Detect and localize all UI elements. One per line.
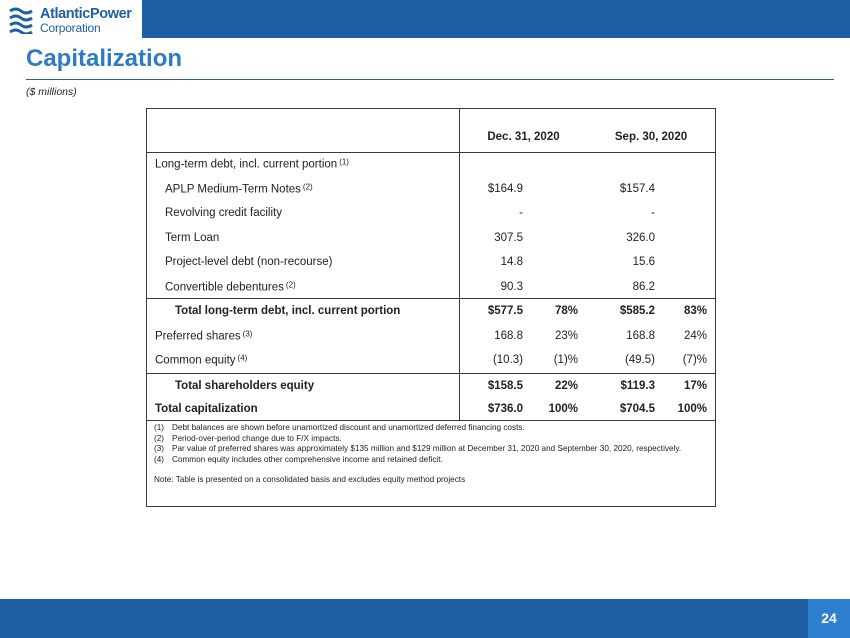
- footnote-number: (2): [154, 433, 165, 443]
- row-label-text: Preferred shares: [155, 330, 241, 343]
- row-label: Term Loan: [165, 231, 220, 244]
- logo: [0, 0, 142, 38]
- footnote-number: (3): [154, 444, 165, 453]
- row-label: [155, 354, 247, 367]
- table-row-total: [147, 299, 715, 324]
- table-row: [147, 250, 715, 275]
- row-label: Total shareholders equity: [175, 379, 315, 392]
- row-label-text: Convertible debentures: [165, 281, 284, 294]
- dec-percent: (1)%: [553, 354, 578, 367]
- dec-value: (10.3): [492, 354, 523, 367]
- footnote: [154, 423, 709, 434]
- capitalization-table: [146, 108, 716, 507]
- sep-percent: 17%: [683, 379, 707, 392]
- footnote-number: (4): [154, 454, 165, 464]
- sep-value: $119.3: [620, 379, 655, 392]
- row-label: [165, 280, 296, 293]
- table-row: [147, 201, 715, 226]
- table-header: [147, 109, 715, 153]
- footnote-ref: (2): [302, 182, 313, 192]
- dec-value: 14.8: [500, 256, 523, 269]
- table-row-grand-total: [147, 397, 715, 422]
- dec-value: $736.0: [487, 403, 523, 416]
- logo-subtitle: Corporation: [40, 21, 101, 35]
- column-header-sep-2020: Sep. 30, 2020: [614, 131, 688, 143]
- row-label-text: Long-term debt, incl. current portion: [155, 158, 338, 171]
- footnote-ref: (3): [242, 329, 253, 339]
- table-row: [147, 152, 715, 177]
- sep-value: 168.8: [626, 329, 655, 342]
- sep-value: $585.2: [619, 305, 655, 318]
- sep-percent: 100%: [677, 403, 707, 416]
- sep-value: $157.4: [619, 182, 655, 195]
- notes-divider: [147, 420, 715, 421]
- dec-value: $158.5: [487, 379, 523, 392]
- row-label: [165, 182, 313, 195]
- row-label-text: APLP Medium-Term Notes: [165, 183, 301, 196]
- row-label: Project-level debt (non-recourse): [165, 256, 333, 269]
- footnote: [154, 444, 709, 455]
- footnotes: [154, 423, 709, 486]
- row-label: [155, 329, 252, 342]
- table-row: [147, 177, 715, 202]
- table-row: [147, 324, 715, 349]
- sep-value: -: [651, 207, 655, 220]
- dec-value: 307.5: [494, 231, 523, 244]
- dec-percent: 78%: [554, 305, 578, 318]
- dec-value: 90.3: [500, 280, 523, 293]
- footnote: [154, 434, 709, 445]
- row-label: Revolving credit facility: [165, 207, 282, 220]
- row-label: Total capitalization: [155, 403, 258, 416]
- table-row-total: [147, 374, 715, 399]
- dec-percent: 22%: [554, 379, 578, 392]
- sep-value: 15.6: [632, 256, 655, 269]
- sep-value: (49.5): [624, 354, 655, 367]
- footnote-ref: (2): [285, 280, 296, 290]
- wave-logo-icon: [8, 4, 34, 34]
- footnote-text: Par value of preferred shares was approximately $135 million and $129 million at December 31, 2020 and September 30, 2020, respectively.: [172, 444, 682, 453]
- footnote-text: Common equity includes other comprehensive income and retained deficit.: [172, 454, 443, 464]
- dec-value: 168.8: [494, 329, 523, 342]
- dec-percent: 100%: [548, 403, 578, 416]
- footnote-ref: (4): [237, 353, 248, 363]
- sep-value: 86.2: [632, 280, 655, 293]
- footnote-ref: (1): [339, 157, 349, 167]
- dec-value: $164.9: [487, 182, 523, 195]
- table-row: [147, 226, 715, 251]
- page-title: Capitalization: [26, 45, 183, 72]
- sep-percent: 24%: [683, 329, 707, 342]
- row-label: Total long-term debt, incl. current portion: [175, 305, 401, 318]
- bottom-band: [0, 599, 850, 638]
- footnote-text: Debt balances are shown before unamortized discount and unamortized deferred financing costs.: [172, 423, 525, 432]
- dec-percent: 23%: [554, 329, 578, 342]
- logo-name: AtlanticPower: [40, 6, 132, 22]
- table-row: [147, 275, 715, 300]
- column-header-dec-2020: Dec. 31, 2020: [487, 131, 560, 143]
- table-note: Note: Table is presented on a consolidated basis and excludes equity method projects: [154, 475, 466, 484]
- sep-percent: (7)%: [682, 354, 707, 367]
- footnote-text: Period-over-period change due to F/X impacts.: [172, 433, 342, 443]
- sep-percent: 83%: [683, 305, 707, 318]
- dec-value: $577.5: [487, 305, 523, 318]
- dec-value: -: [519, 207, 523, 220]
- page-number: 24: [808, 599, 850, 638]
- row-label: [155, 158, 349, 171]
- title-divider: [26, 79, 834, 80]
- row-label-text: Common equity: [155, 354, 236, 367]
- footnote-number: (1): [154, 423, 165, 432]
- sep-value: $704.5: [619, 403, 655, 416]
- footnote: [154, 455, 709, 466]
- sep-value: 326.0: [626, 231, 655, 244]
- units-label: ($ millions): [26, 86, 77, 98]
- table-row: [147, 348, 715, 373]
